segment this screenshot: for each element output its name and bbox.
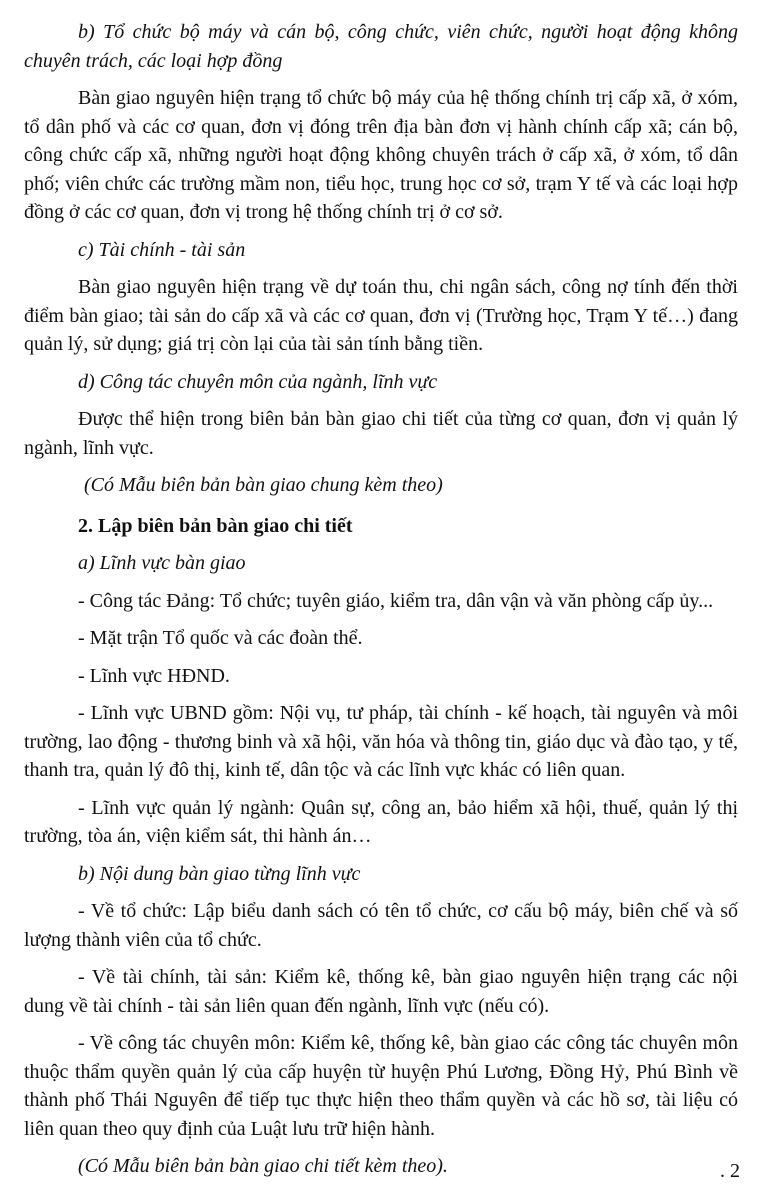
list-item: - Mặt trận Tổ quốc và các đoàn thể. — [78, 627, 363, 649]
note-detail: (Có Mẫu biên bản bàn giao chi tiết kèm theo). — [78, 1155, 448, 1177]
list-item: - Về tài chính, tài sản: Kiểm kê, thống kê, bàn giao nguyên hiện trạng các nội dung về tài chính - tài sản liên quan đến ngành, lĩnh vực (nếu có). — [24, 966, 738, 1017]
list-item: - Lĩnh vực quản lý ngành: Quân sự, công an, bảo hiểm xã hội, thuế, quản lý thị trường, tòa án, viện kiểm sát, thi hành án… — [24, 796, 738, 847]
list-item: - Lĩnh vực UBND gồm: Nội vụ, tư pháp, tài chính - kế hoạch, tài nguyên và môi trường, lao động - thương binh và xã hội, văn hóa và thông tin, giáo dục và đào tạo, y tế, thanh tra, quản lý đô thị, kinh tế, dân tộc và các lĩnh vực khác có liên quan. — [24, 702, 738, 781]
section-d-body: Được thể hiện trong biên bản bàn giao chi tiết của từng cơ quan, đơn vị quản lý ngành, lĩnh vực. — [24, 408, 738, 459]
section-d-heading: d) Công tác chuyên môn của ngành, lĩnh vực — [78, 370, 438, 393]
section-2a-heading: a) Lĩnh vực bàn giao — [78, 552, 246, 574]
list-item: - Về tổ chức: Lập biểu danh sách có tên tổ chức, cơ cấu bộ máy, biên chế và số lượng thành viên của tổ chức. — [24, 900, 738, 951]
section-2-heading: 2. Lập biên bản bàn giao chi tiết — [78, 514, 353, 537]
section-b-body: Bàn giao nguyên hiện trạng tổ chức bộ máy của hệ thống chính trị cấp xã, ở xóm, tổ dân phố và các cơ quan, đơn vị đóng trên địa bàn đơn vị hành chính cấp xã; cán bộ, công chức cấp xã, những người hoạt động không chuyên trách ở cấp xã, ở xóm, tổ dân phố; viên chức các trường mầm non, tiểu học, trung học cơ sở, trạm Y tế và các loại hợp đồng ở các cơ quan, đơn vị trong hệ thống chính trị ở cơ sở. — [24, 87, 738, 223]
list-item: - Công tác Đảng: Tổ chức; tuyên giáo, kiểm tra, dân vận và văn phòng cấp ủy... — [78, 589, 714, 612]
list-item: - Lĩnh vực HĐND. — [78, 664, 230, 687]
page-number: . 2 — [720, 1160, 740, 1182]
section-c-heading: c) Tài chính - tài sản — [78, 238, 246, 261]
note-general: (Có Mẫu biên bản bàn giao chung kèm theo) — [84, 474, 443, 496]
section-b-heading: b) Tổ chức bộ máy và cán bộ, công chức, viên chức, người hoạt động không chuyên trách, các loại hợp đồng — [24, 21, 738, 72]
section-c-body: Bàn giao nguyên hiện trạng về dự toán thu, chi ngân sách, công nợ tính đến thời điểm bàn giao; tài sản do cấp xã và các cơ quan, đơn vị (Trường học, Trạm Y tế…) đang quản lý, sử dụng; giá trị còn lại của tài sản tính bằng tiền. — [24, 276, 738, 355]
section-2b-heading: b) Nội dung bàn giao từng lĩnh vực — [78, 862, 361, 885]
list-item: - Về công tác chuyên môn: Kiểm kê, thống kê, bàn giao các công tác chuyên môn thuộc thẩm quyền quản lý của cấp huyện từ huyện Phú Lương, Đồng Hỷ, Phú Bình về thành phố Thái Nguyên để tiếp tục thực hiện theo thẩm quyền và các hồ sơ, tài liệu có liên quan theo quy định của Luật lưu trữ hiện hành. — [24, 1032, 738, 1140]
